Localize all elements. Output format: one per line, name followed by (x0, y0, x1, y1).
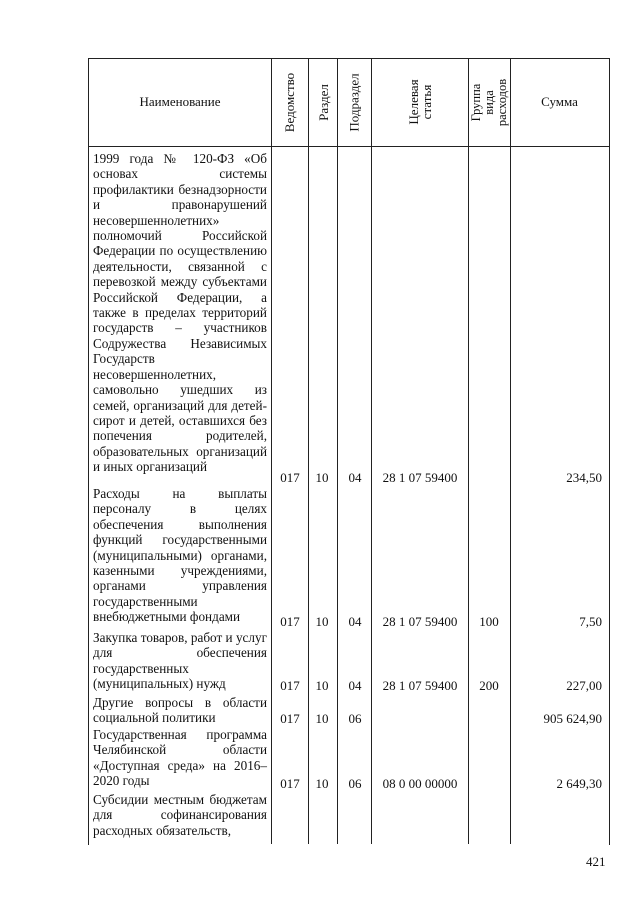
col-divider (510, 58, 511, 844)
row-podrazdel: 04 (348, 470, 362, 485)
header-vedomstvo (272, 58, 308, 146)
header-celevaya (372, 58, 468, 146)
header-podrazdel (338, 58, 371, 146)
row-vedomstvo: 017 (280, 776, 300, 791)
row-razdel: 10 (315, 614, 329, 629)
header-divider (88, 146, 609, 147)
row-celevaya: 28 1 07 59400 (382, 470, 458, 485)
header-summa: Сумма (541, 94, 578, 109)
row-name: Субсидии местным бюджетам для софинансирования расходных обязательств, (93, 792, 267, 838)
header-name: Наименование (139, 94, 221, 109)
row-summa: 2 649,30 (556, 776, 602, 791)
row-name: Государственная программа Челябинской области «Доступная среда» на 2016–2020 годы (93, 727, 267, 789)
header-razdel (309, 58, 337, 146)
row-summa: 905 624,90 (543, 711, 602, 726)
row-celevaya: 08 0 00 00000 (382, 776, 458, 791)
row-razdel: 10 (315, 711, 329, 726)
header-celevaya-text: Целевая статья (406, 79, 434, 125)
row-celevaya: 28 1 07 59400 (382, 614, 458, 629)
col-divider (271, 58, 272, 844)
row-name: Другие вопросы в области социальной политики (93, 695, 267, 726)
col-divider (308, 58, 309, 844)
col-divider (371, 58, 372, 844)
row-name: Закупка товаров, работ и услуг для обеспечения государственных (муниципальных) нужд (93, 630, 267, 692)
row-razdel: 10 (315, 470, 329, 485)
row-name: 1999 года № 120-ФЗ «Об основах системы профилактики безнадзорности и правонарушений несовершеннолетних» полномочий Российской Федерации по осуществлению деятельности, связанной с перевозкой между субъектами Российской Федерации, а также в пределах территорий государств – участников Содружества Независимых Государств несовершеннолетних, самовольно ушедших из семей, организаций для детей-сирот и детей, оставшихся без попечения родителей, образовательных организаций и иных организаций (93, 151, 267, 475)
row-celevaya: 28 1 07 59400 (382, 678, 458, 693)
row-summa: 234,50 (566, 470, 602, 485)
row-vedomstvo: 017 (280, 470, 300, 485)
row-gruppa: 200 (479, 678, 499, 693)
row-name: Расходы на выплаты персоналу в целях обеспечения выполнения функций государственными (муниципальными) органами, казенными учреждениями, органами управления государственными внебюджетными фондами (93, 486, 267, 625)
header-podrazdel-text: Подраздел (347, 72, 363, 132)
row-razdel: 10 (315, 776, 329, 791)
header-vedomstvo-text: Ведомство (282, 72, 298, 132)
row-podrazdel: 06 (348, 776, 362, 791)
row-podrazdel: 04 (348, 614, 362, 629)
row-vedomstvo: 017 (280, 711, 300, 726)
row-razdel: 10 (315, 678, 329, 693)
row-podrazdel: 04 (348, 678, 362, 693)
row-gruppa: 100 (479, 614, 499, 629)
header-gruppa-text: Группа вида расходов (469, 78, 510, 126)
row-vedomstvo: 017 (280, 614, 300, 629)
page-number: 421 (586, 854, 606, 869)
header-gruppa (469, 58, 510, 146)
row-summa: 227,00 (566, 678, 602, 693)
row-summa: 7,50 (579, 614, 602, 629)
col-divider (337, 58, 338, 844)
row-podrazdel: 06 (348, 711, 362, 726)
header-razdel-text: Раздел (315, 83, 331, 121)
col-divider (468, 58, 469, 844)
row-vedomstvo: 017 (280, 678, 300, 693)
